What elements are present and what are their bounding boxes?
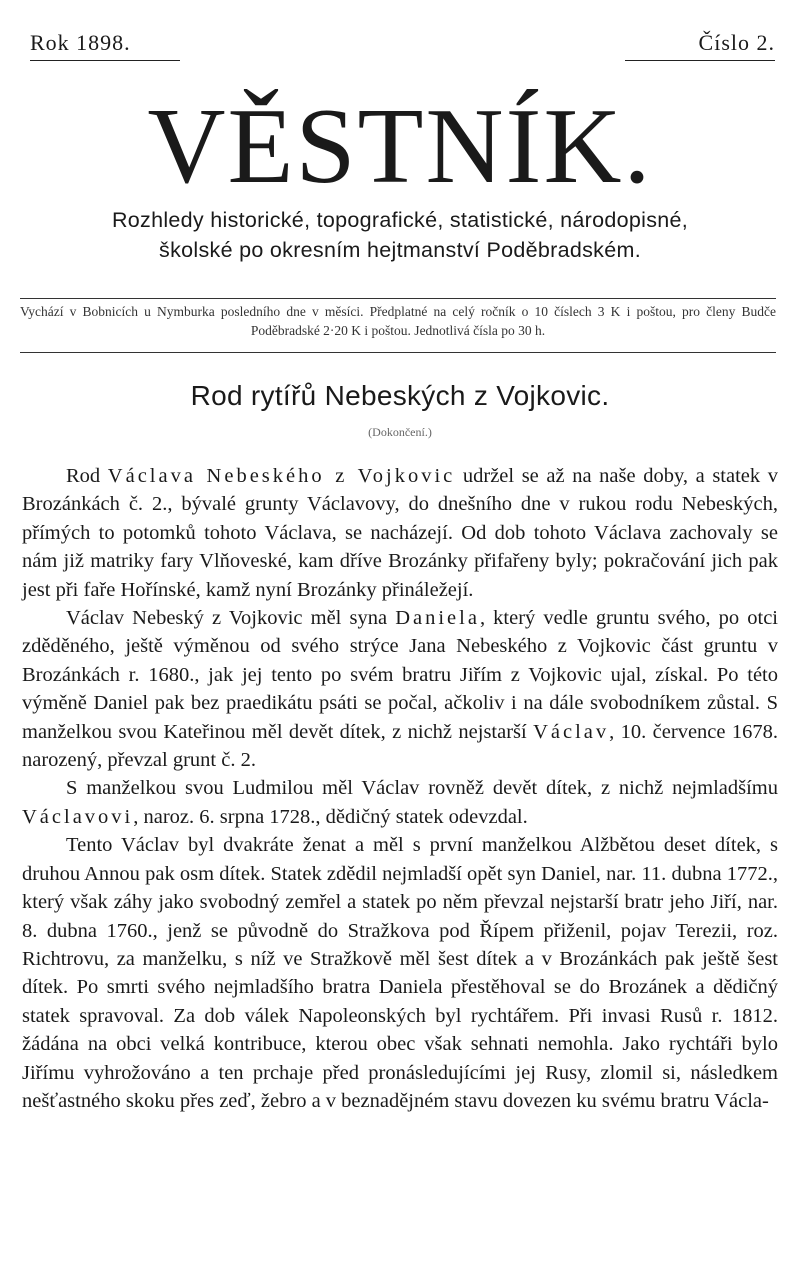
continued-note: (Dokončení.) [368,425,432,439]
article-title: Rod rytířů Nebeských z Vojkovic. [190,380,610,411]
article-body [22,462,778,1115]
p2-name-1: Daniela [395,607,480,630]
paragraph-1 [22,462,778,604]
masthead-subtitle [20,205,780,265]
p2-text-a: Václav Nebeský z Vojkovic měl syna [66,607,396,630]
p3-text-a: S manželkou svou Ludmilou měl Václav rovněž devět dítek, z nichž nejmladšímu [66,777,778,800]
p2-text-c: , 10. července 1678. narozený, převzal grunt č. 2. [22,720,778,772]
divider-top [20,298,776,299]
paragraph-3 [22,774,778,831]
divider-bottom [20,352,776,353]
issue-number: Číslo 2. [698,30,775,55]
subscription-notice: Vychází v Bobnicích u Nymburka posledního dne v měsíci. Předplatné na celý ročník o 10 číslech 3 K i poštou, pro členy Budče Poděbradské 2·20 K i poštou. Jednotlivá čísla po 30 h. [20,304,776,338]
p1-text-a: Rod [66,465,108,487]
paragraph-4: Tento Václav byl dvakráte ženat a měl s první manželkou Alžbětou deset dítek, s druhou Annou pak osm dítek. Statek zdědil nejmladší opět syn Daniel, nar. 11. dubna 1772., který však záhy jako svobodný zemřel a statek po něm převzal nejstarší bratr jeho Jiří, nar. 8. dubna 1760., jenž se původně do Stražkova pod Řípem přiženil, pojav Terezii, roz. Richtrovu, za manželku, s níž ve Stražkově měl šest dítek a v Brozánkách pak ještě šest dítek. Po smrti svého nejmladšího bratra Daniela přestěhoval se do Brozánek a dědičný statek spravoval. Za dob válek Napoleonských byl rychtářem. Při invasi Rusů r. 1812. žádána na obci velká kontribuce, kterou obec však sehnati nemohla. Jako rychtáři bylo Jiřímu vyhrožováno a ten prchaje před pronásledujícími jej Rusy, zlomil si, následkem nešťastného skoku přes zeď, žebro a v beznadějném stavu dovezen ku svému bratru Václa- [22,834,778,1112]
subtitle-line-2: školské po okresním hejtmanství Poděbradském. [159,238,641,262]
paragraph-2 [22,604,778,774]
issue-underline [625,60,775,61]
p1-name: Václava Nebeského z Vojkovic [107,465,456,487]
masthead-title: VĚSTNÍK. [147,87,653,206]
year-underline [30,60,180,61]
p1-text-b: udržel se až na naše doby, a statek v Brozánkách č. 2., bývalé grunty Václavovy, do dnešního dne v rukou rodu Nebeských, přímých to potomků tohoto Václava, se nacházejí. Od dob tohoto Václava zachovaly se nám již matriky fary Vlňoveské, kam dříve Brozánky přifařeny byly; pokračování jich pak jest při faře Hořínské, kamž nyní Brozánky přináležejí. [22,465,778,601]
p3-name: Václavovi [22,805,134,828]
p3-text-b: , naroz. 6. srpna 1728., dědičný statek odevzdal. [133,805,528,828]
subtitle-line-1: Rozhledy historické, topografické, statistické, národopisné, [111,208,689,232]
year-label: Rok 1898. [30,30,131,55]
header-bar [30,22,775,62]
p2-text-b: , který vedle gruntu svého, po otci zděděného, ještě výměnou od svého strýce Jana Nebeského z Vojkovic část gruntu v Brozánkách r. 1680., jak jej tento po svém bratru Jiřím z Vojkovic ujal, získal. Po této výměně Daniel pak bez praedikátu psáti se počal, ačkoliv i na dále svobodníkem zůstal. S manželkou svou Kateřinou měl devět dítek, z nichž nejstarší [22,607,778,743]
p2-name-2: Václav [533,720,610,743]
